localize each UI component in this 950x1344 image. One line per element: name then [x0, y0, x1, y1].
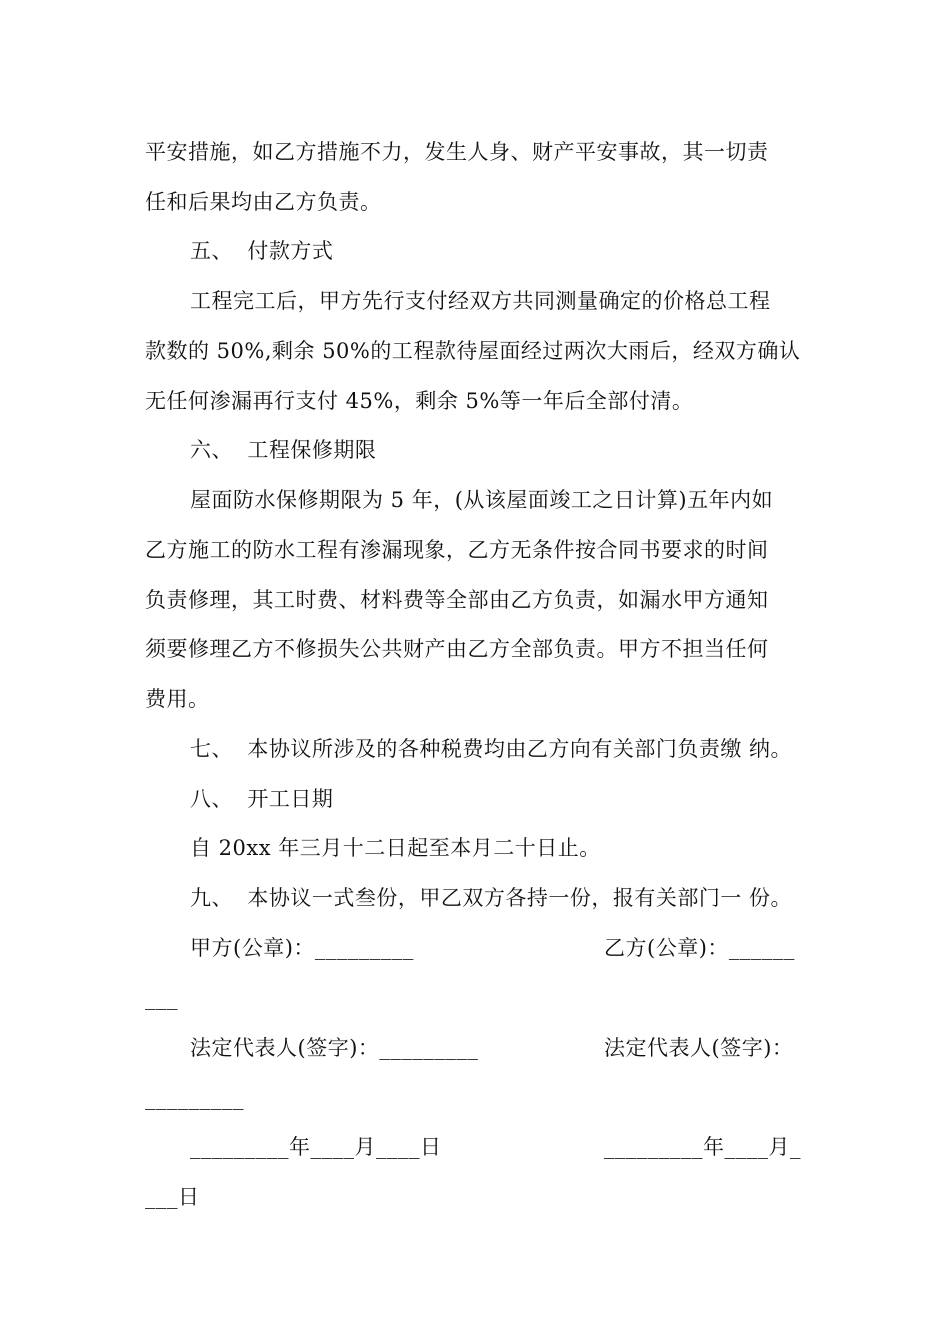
paragraph-line: 自 20xx 年三月十二日起至本月二十日止。 [190, 836, 601, 860]
section-heading-payment: 五、 付款方式 [190, 239, 334, 263]
party-b-seal-continuation: ___ [145, 986, 178, 1010]
party-a-seal: 甲方(公章)：_________ [190, 936, 414, 960]
party-a-date: _________年____月____日 [190, 1135, 442, 1159]
party-b-seal: 乙方(公章)：______ [604, 936, 795, 960]
paragraph-line: 无任何渗漏再行支付 45%，剩余 5%等一年后全部付清。 [145, 389, 694, 413]
paragraph-line: 工程完工后，甲方先行支付经双方共同测量确定的价格总工程 [190, 289, 771, 313]
paragraph-line: 乙方施工的防水工程有渗漏现象，乙方无条件按合同书要求的时间 [145, 538, 769, 562]
paragraph-line: 屋面防水保修期限为 5 年，(从该屋面竣工之日计算)五年内如 [190, 488, 774, 512]
paragraph-line: 款数的 50%,剩余 50%的工程款待屋面经过两次大雨后，经双方确认 [145, 339, 801, 363]
party-b-date-continuation: ___日 [145, 1185, 200, 1209]
section-heading-warranty: 六、 工程保修期限 [190, 438, 377, 462]
party-a-representative: 法定代表人(签字)：_________ [190, 1036, 479, 1060]
section-copies: 九、 本协议一式叁份，甲乙双方各持一份，报有关部门一 份。 [190, 886, 793, 910]
party-b-representative: 法定代表人(签字)： [604, 1036, 794, 1060]
party-b-representative-continuation: _________ [145, 1086, 244, 1110]
paragraph-line: 负责修理，其工时费、材料费等全部由乙方负责，如漏水甲方通知 [145, 588, 769, 612]
paragraph-line: 费用。 [145, 687, 210, 711]
paragraph-line: 须要修理乙方不修损失公共财产由乙方全部负责。甲方不担当任何 [145, 637, 769, 661]
section-heading-start-date: 八、 开工日期 [190, 787, 334, 811]
paragraph-line: 平安措施，如乙方措施不力，发生人身、财产平安事故，其一切责 [145, 140, 769, 164]
party-b-date: _________年____月_ [604, 1135, 801, 1159]
section-taxes: 七、 本协议所涉及的各种税费均由乙方向有关部门负责缴 纳。 [190, 737, 793, 761]
paragraph-line: 任和后果均由乙方负责。 [145, 190, 382, 214]
